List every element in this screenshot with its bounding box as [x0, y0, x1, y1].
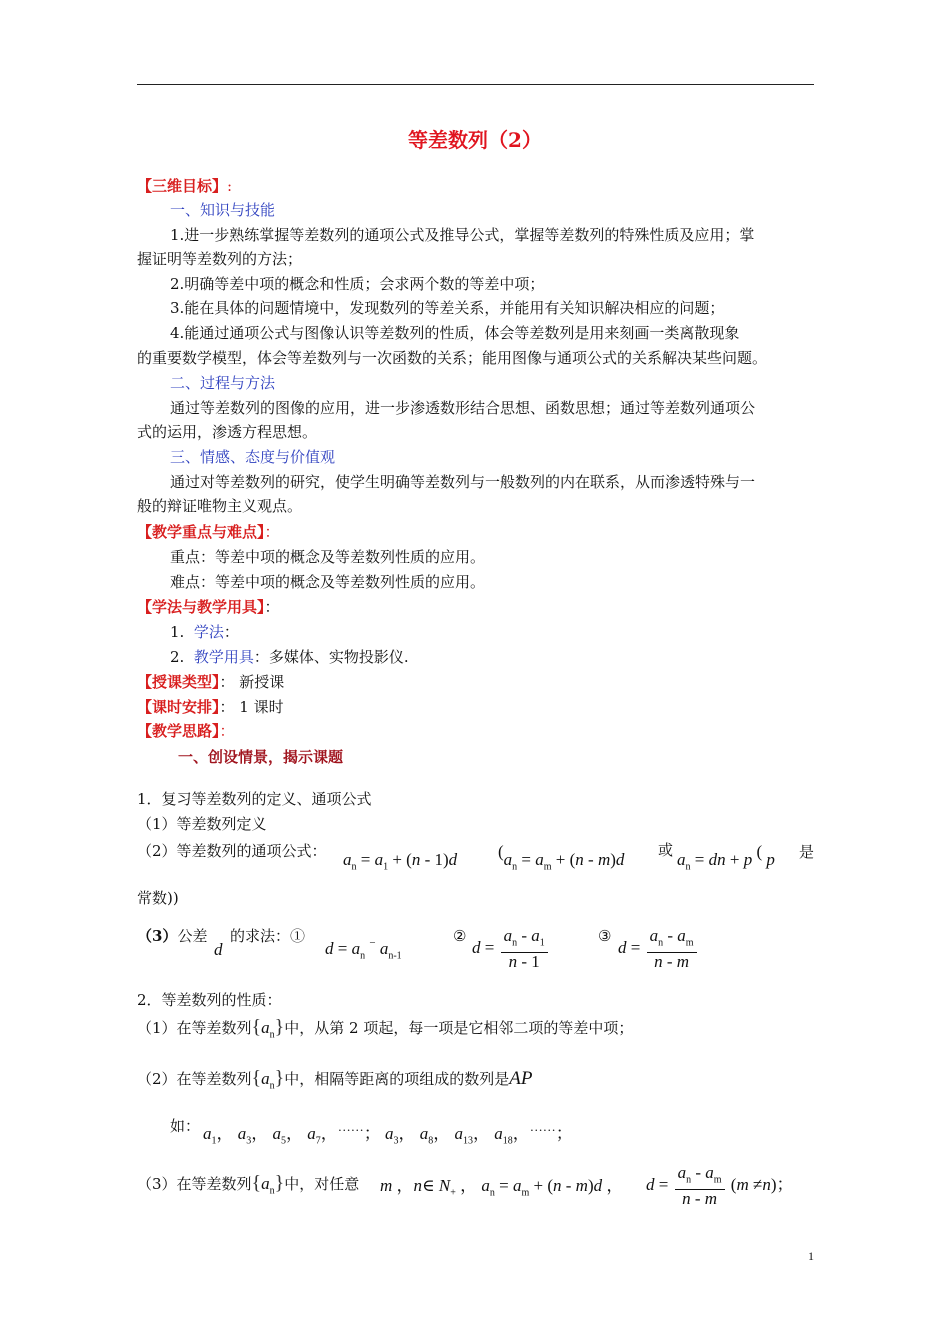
common-difference-line: [137, 926, 207, 946]
property-2: [137, 1068, 533, 1096]
sequence-an: $\{a_n\}$: [251, 1172, 285, 1197]
property-1-prefix: （1）在等差数列: [137, 1019, 252, 1037]
example-label: 如：: [170, 1117, 201, 1135]
goals-sub-knowledge: 一、知识与技能: [170, 201, 276, 219]
goals-heading: 【三维目标】: [137, 177, 228, 195]
goals-heading-line: [137, 176, 232, 196]
goal-2: 2.明确等差中项的概念和性质；会求两个数的等差中项；: [170, 275, 545, 293]
key-heading-line: [137, 522, 280, 542]
formula-property-3-d: d = $\frac{a_n - a_m}{n - m}$ (m ≠n)；: [646, 1163, 794, 1209]
circle-2: ②: [453, 927, 467, 945]
difficult-point: 难点：等差中项的概念及等差数列性质的应用。: [170, 573, 486, 591]
goals-sub-process: 二、过程与方法: [170, 374, 276, 392]
sequence-an: $\{a_n\}$: [251, 1067, 285, 1092]
formula-d-3: d = $\frac{a_n - a_m}{n - m}$: [618, 927, 699, 971]
section-1-title: 一、创设情景，揭示课题: [178, 748, 344, 766]
or-text: 或: [658, 841, 674, 859]
formula-d-1: $d = a_n$ − $a_{n-1}$: [325, 937, 402, 962]
constant-text: 常数)): [137, 889, 179, 907]
teaching-idea-label: 【教学思路】: [137, 722, 220, 740]
lesson-time-line: [137, 697, 284, 717]
formula-property-3: m ，n∈ $N_+$ ， $a_n = a_m + (n - m)d$ ，: [380, 1176, 624, 1199]
dots-2: ……: [529, 1119, 556, 1134]
property-1-text: 中，从第 2 项起，每一项是它相邻二项的等差中项；: [284, 1019, 634, 1037]
formula-d-2: d = $\frac{a_n - a_1}{n - 1}$: [472, 927, 550, 971]
teaching-idea-suffix: ：: [219, 722, 235, 740]
circle-3: ③: [598, 927, 612, 945]
property-2-text: 中，相隔等距离的项组成的数列是: [284, 1070, 510, 1088]
key-heading-suffix: ：: [264, 523, 280, 541]
method-1-num: 1.: [170, 623, 185, 641]
property-3-prefix: （3）在等差数列: [137, 1175, 252, 1193]
goal-1a: 1.进一步熟练掌握等差数列的通项公式及推导公式，掌握等差数列的特殊性质及应用；掌: [170, 226, 755, 244]
goal-3: 3.能在具体的问题情境中，发现数列的等差关系，并能用有关知识解决相应的问题；: [170, 299, 725, 317]
key-heading: 【教学重点与难点】: [137, 523, 265, 541]
goal-4b: 的重要数学模型，体会等差数列与一次函数的关系；能用图像与通项公式的关系解决某些问题。: [137, 349, 768, 367]
method-2-text: ：多媒体、实物投影仪.: [253, 648, 409, 666]
methods-heading-suffix: ：: [264, 598, 280, 616]
symbol-d: d: [214, 940, 223, 959]
goal-4a: 4.能通过通项公式与图像认识等差数列的性质，体会等差数列是用来刻画一类离散现象: [170, 324, 740, 342]
formula-general-term-m: ($a_n = a_m + (n - m)d$: [498, 842, 625, 873]
method-2-num: 2.: [170, 648, 185, 666]
lesson-time-text: ： 1 课时: [219, 698, 284, 716]
goal-5a: 通过等差数列的图像的应用，进一步渗透数形结合思想、函数思想；通过等差数列通项公: [170, 399, 756, 417]
lesson-type-text: ： 新授课: [219, 673, 285, 691]
method-2-label: 教学用具: [193, 648, 254, 666]
key-point: 重点：等差中项的概念及等差数列性质的应用。: [170, 548, 486, 566]
method-1-label: 学法: [193, 623, 224, 641]
review-1: 1．复习等差数列的定义、通项公式: [137, 790, 372, 808]
review-definition: （1）等差数列定义: [137, 815, 267, 833]
methods-heading: 【学法与教学用具】: [137, 598, 265, 616]
page-title: 等差数列（2）: [408, 128, 542, 152]
review-formula-label: （2）等差数列的通项公式：: [137, 842, 327, 860]
goal-5b: 式的运用，渗透方程思想。: [137, 423, 318, 441]
formula-linear: $a_n$ = dn + p ( p: [677, 842, 775, 873]
property-3: [137, 1173, 359, 1201]
method-1: [170, 622, 239, 642]
goals-sub-emotion: 三、情感、态度与价值观: [170, 448, 336, 466]
cd-label: 公差: [177, 927, 208, 945]
method-1-colon: ：: [223, 623, 239, 641]
methods-heading-line: [137, 597, 280, 617]
example-sequence: $a_1$， $a_3$， $a_5$， $a_7$，……； $a_3$， $a_8$， $a_{13}$， $a_{18}$，……；: [203, 1119, 573, 1147]
sequence-an: $\{a_n\}$: [251, 1016, 285, 1041]
dots-1: ……: [337, 1119, 364, 1134]
lesson-type-line: [137, 672, 284, 692]
cd-num: （3）: [137, 927, 178, 945]
properties-title: 2．等差数列的性质：: [137, 991, 282, 1009]
p-is-text: 是: [799, 843, 815, 861]
goal-6a: 通过对等差数列的研究，使学生明确等差数列与一般数列的内在联系，从而渗透特殊与一: [170, 473, 756, 491]
property-3-text: 中，对任意: [284, 1175, 360, 1193]
ap-symbol: AP: [509, 1068, 533, 1089]
goals-heading-suffix: :: [227, 177, 233, 195]
lesson-type-label: 【授课类型】: [137, 673, 220, 691]
formula-general-term: $a_n = a_1 + (n - 1)d$: [343, 850, 458, 873]
lesson-time-label: 【课时安排】: [137, 698, 220, 716]
cd-method-text: 的求法：①: [230, 927, 306, 945]
page-number: 1: [808, 1249, 814, 1263]
header-rule: [137, 84, 814, 85]
teaching-idea-line: [137, 721, 235, 741]
goal-1b: 握证明等差数列的方法；: [137, 250, 303, 268]
property-2-prefix: （2）在等差数列: [137, 1070, 252, 1088]
property-1: [137, 1017, 633, 1045]
goal-6b: 般的辩证唯物主义观点。: [137, 497, 303, 515]
method-2: [170, 647, 409, 667]
